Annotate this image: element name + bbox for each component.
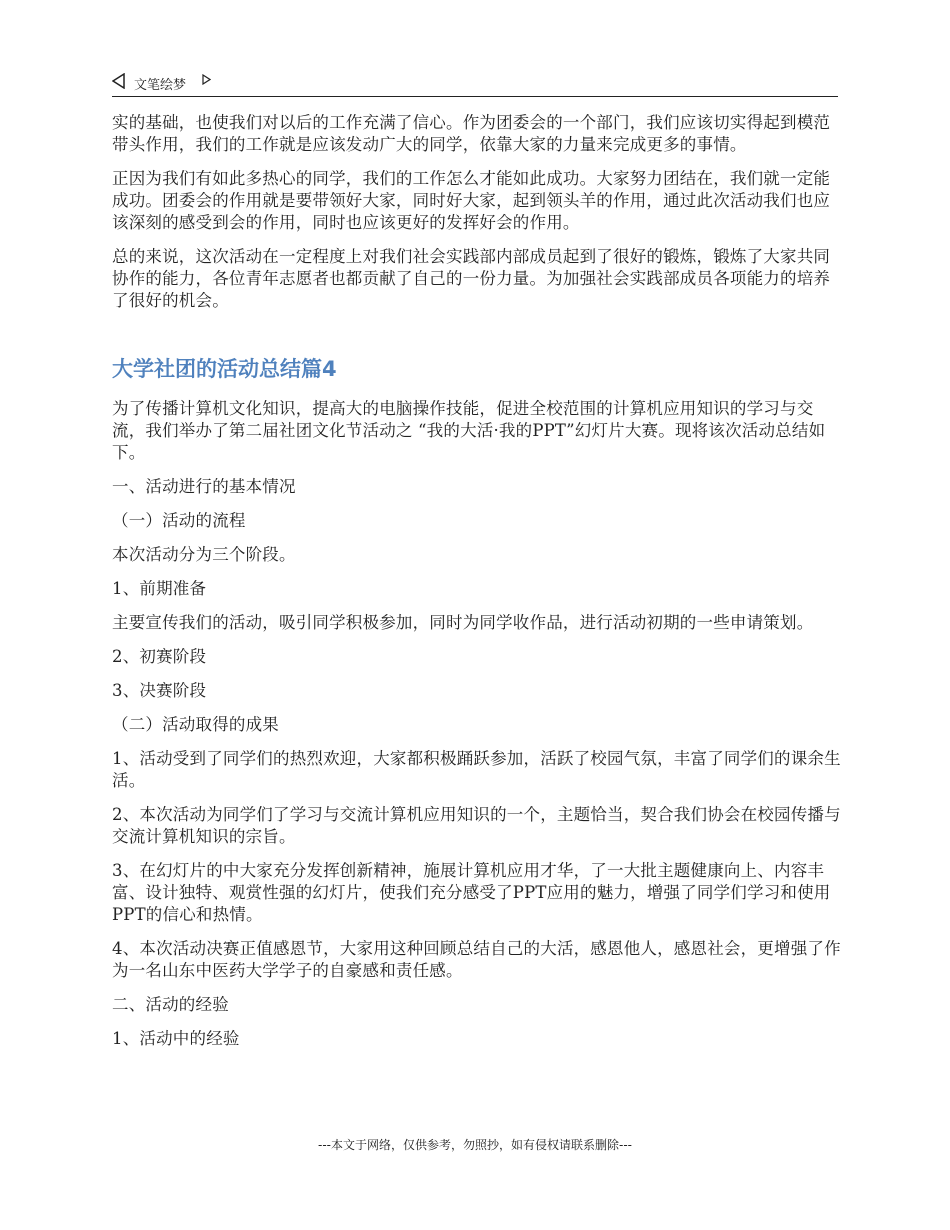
list-item: 1、活动受到了同学们的热烈欢迎，大家都积极踊跃参加，活跃了校园气氛，丰富了同学们的课余生活。 [112,749,841,790]
subheading: 二、活动的经验 [112,995,229,1014]
list-item: 1、活动中的经验 [112,1029,240,1048]
list-item: 3、决赛阶段 [112,681,207,700]
header-title: 文笔绘梦 [134,78,187,93]
body-paragraph: 为了传播计算机文化知识，提高大的电脑操作技能，促进全校范围的计算机应用知识的学习与交流，我们举办了第二届社团文化节活动之 “我的大活·我的PPT”幻灯片大赛。现将该次活动总结如下。 [112,399,826,462]
body-paragraph: 本次活动分为三个阶段。 [112,545,296,564]
body-paragraph: 主要宣传我们的活动，吸引同学积极参加，同时为同学收作品，进行活动初期的一些申请策划。 [112,613,814,632]
subheading: 一、活动进行的基本情况 [112,477,296,496]
document-body [112,112,842,1062]
body-paragraph: 实的基础，也使我们对以后的工作充满了信心。作为团委会的一个部门，我们应该切实得起到模范带头作用，我们的工作就是应该发动广大的同学，依靠大家的力量来完成更多的事情。 [112,113,831,154]
document-header [112,70,838,97]
left-triangle-icon [112,73,126,89]
list-item: 2、初赛阶段 [112,647,207,666]
body-paragraph: 总的来说，这次活动在一定程度上对我们社会实践部内部成员起到了很好的锻炼，锻炼了大家共同协作的能力，各位青年志愿者也都贡献了自己的一份力量。为加强社会实践部成员各项能力的培养了很好的机会。 [112,247,831,310]
subheading: （一）活动的流程 [112,511,246,530]
subheading: （二）活动取得的成果 [112,715,279,734]
list-item: 1、前期准备 [112,579,207,598]
list-item: 2、本次活动为同学们了学习与交流计算机应用知识的一个，主题恰当，契合我们协会在校园传播与交流计算机知识的宗旨。 [112,805,841,846]
page-footer: ---本文于网络，仅供参考，勿照抄，如有侵权请联系删除--- [318,1138,632,1152]
body-paragraph: 正因为我们有如此多热心的同学，我们的工作怎么才能如此成功。大家努力团结在，我们就一定能成功。团委会的作用就是要带领好大家，同时好大家，起到领头羊的作用，通过此次活动我们也应该深刻的感受到会的作用，同时也应该更好的发挥好会的作用。 [112,169,831,232]
right-triangle-icon [202,74,211,85]
list-item: 3、在幻灯片的中大家充分发挥创新精神，施展计算机应用才华，了一大批主题健康向上、内容丰富、设计独特、观赏性强的幻灯片，使我们充分感受了PPT应用的魅力，增强了同学们学习和使用PPT的信心和热情。 [112,861,831,924]
section-heading: 大学社团的活动总结篇4 [112,357,337,381]
list-item: 4、本次活动决赛正值感恩节，大家用这种回顾总结自己的大活，感恩他人，感恩社会，更增强了作为一名山东中医药大学学子的自豪感和责任感。 [112,939,841,980]
